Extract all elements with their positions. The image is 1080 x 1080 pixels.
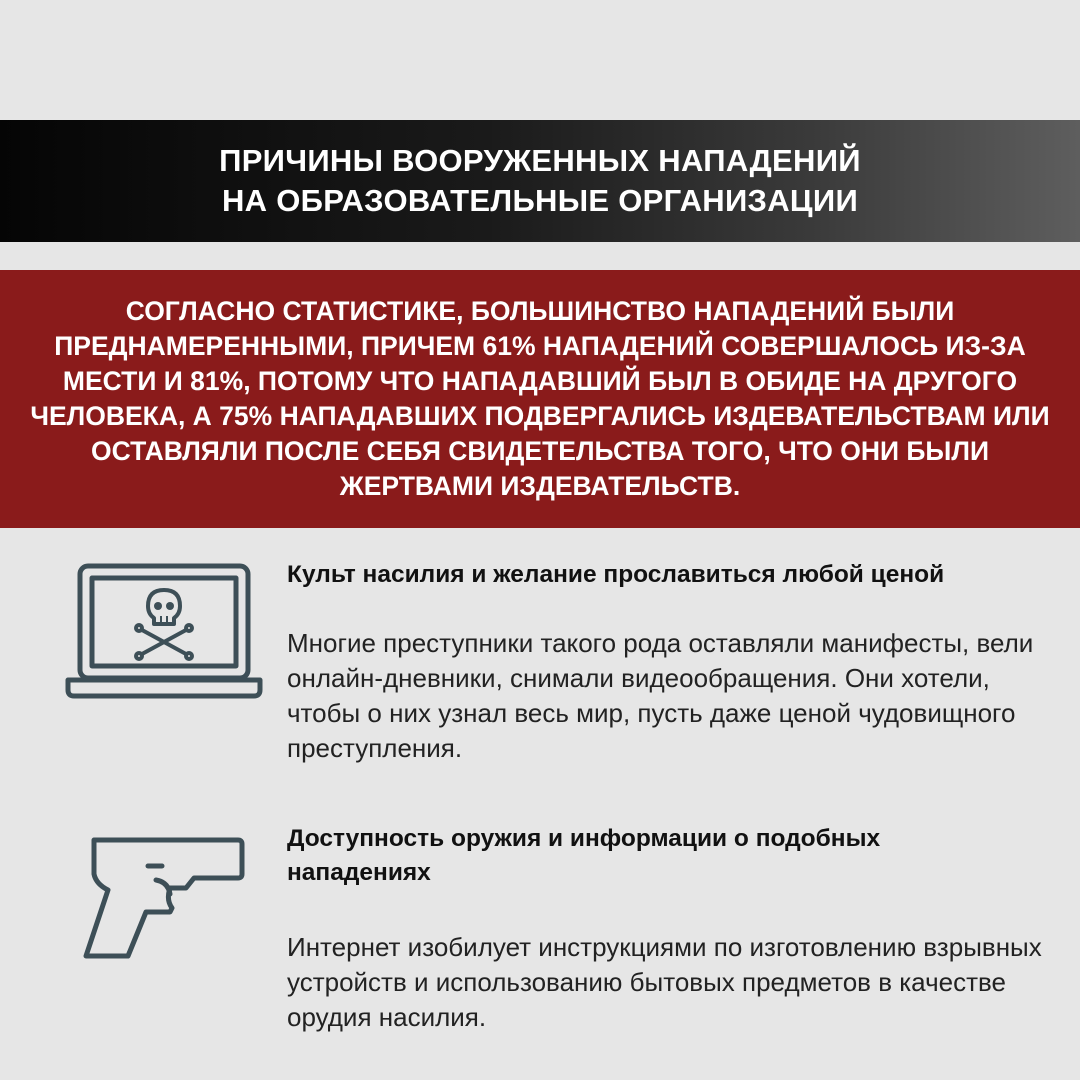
pistol-icon bbox=[76, 826, 248, 966]
title-banner bbox=[0, 120, 1080, 242]
page-title bbox=[219, 141, 861, 221]
reason-description: Многие преступники такого рода оставляли манифесты, вели онлайн-дневники, снимали видеообращения. Они хотели, чтобы о них узнал весь мир, пусть даже ценой чудовищного преступления. bbox=[287, 628, 1034, 763]
reason-heading: Доступность оружия и информации о подобных нападениях bbox=[287, 825, 881, 886]
reason-description: Интернет изобилует инструкциями по изготовлению взрывных устройств и использованию бытовых предметов в качестве орудия насилия. bbox=[287, 932, 1042, 1032]
reason-item-violence-cult bbox=[0, 556, 1080, 796]
statistics-banner bbox=[0, 270, 1080, 528]
reason-heading: Культ насилия и желание прославиться любой ценой bbox=[287, 561, 945, 588]
statistics-text: СОГЛАСНО СТАТИСТИКЕ, БОЛЬШИНСТВО НАПАДЕНИЙ БЫЛИ ПРЕДНАМЕРЕННЫМИ, ПРИЧЕМ 61% НАПАДЕНИЙ СОВЕРШАЛОСЬ ИЗ-ЗА МЕСТИ И 81%, ПОТОМУ ЧТО НАПАДАВШИЙ БЫЛ В ОБИДЕ НА ДРУГОГО ЧЕЛОВЕКА, А 75% НАПАДАВШИХ ПОДВЕРГАЛИСЬ ИЗДЕВАТЕЛЬСТВАМ ИЛИ ОСТАВЛЯЛИ ПОСЛЕ СЕБЯ СВИДЕТЕЛЬСТВА ТОГО, ЧТО ОНИ БЫЛИ ЖЕРТВАМИ ИЗДЕВАТЕЛЬСТВ. bbox=[30, 296, 1050, 501]
page-title-line-2: НА ОБРАЗОВАТЕЛЬНЫЕ ОРГАНИЗАЦИИ bbox=[221, 183, 859, 218]
page-title-line-1: ПРИЧИНЫ ВООРУЖЕННЫХ НАПАДЕНИЙ bbox=[219, 143, 861, 178]
reason-item-weapon-access bbox=[0, 820, 1080, 1050]
laptop-skull-icon bbox=[64, 560, 264, 702]
